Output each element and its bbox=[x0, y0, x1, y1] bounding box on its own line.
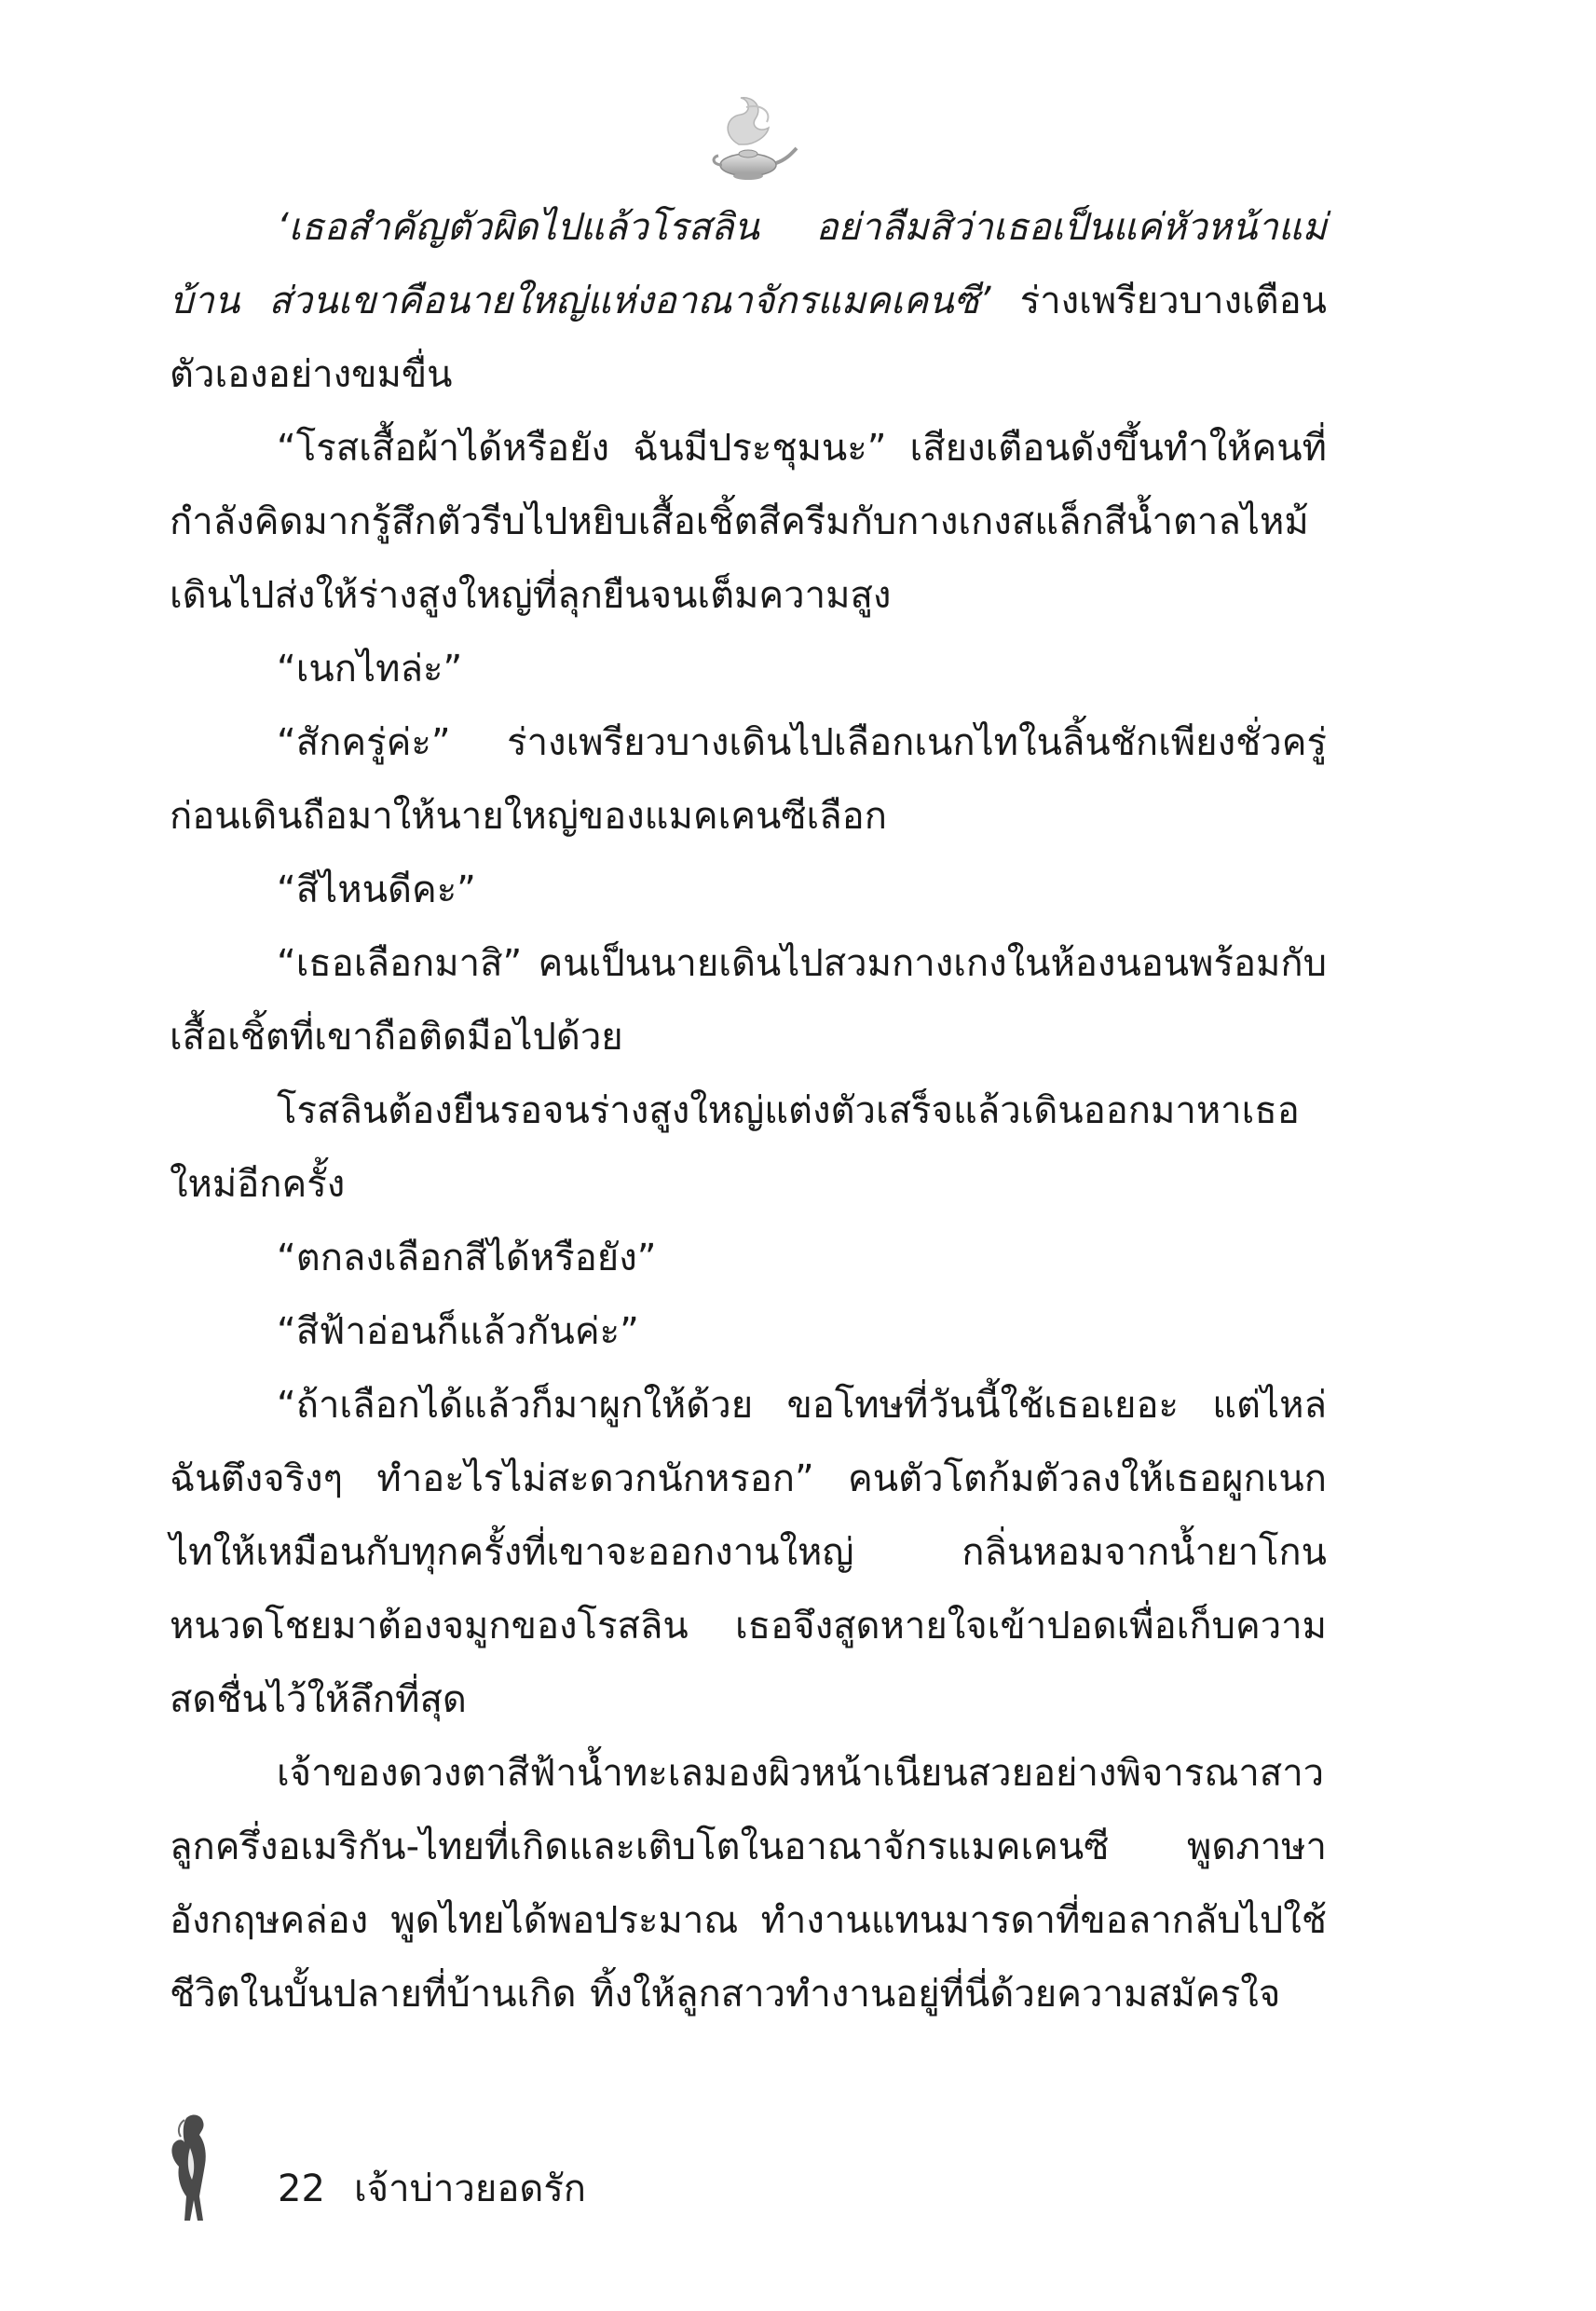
paragraph: โรสลินต้องยืนรอจนร่างสูงใหญ่แต่งตัวเสร็จแล้วเดินออกมาหาเธอใหม่อีกครั้ง bbox=[170, 1089, 1300, 1206]
paragraph: เจ้าของดวงตาสีฟ้าน้ำทะเลมองผิวหน้าเนียนสวยอย่างพิจารณาสาวลูกครึ่งอเมริกัน-ไทยที่เกิดและเติบโตในอาณาจักรแมคเคนซี พูดภาษาอังกฤษคล่อง พูดไทยได้พอประมาณ ทำงานแทนมารดาที่ขอลากลับไปใช้ชีวิตในบั้นปลายที่บ้านเกิด ทิ้งให้ลูกสาวทำงานอยู่ที่นี่ด้วยความสมัครใจ bbox=[170, 1752, 1327, 2016]
paragraph: “ตกลงเลือกสีได้หรือยัง” bbox=[277, 1237, 657, 1279]
paragraph: “ถ้าเลือกได้แล้วก็มาผูกให้ด้วย ขอโทษที่วันนี้ใช้เธอเยอะ แต่ไหล่ฉันตึงจริงๆ ทำอะไรไม่สะดวกนักหรอก” คนตัวโตก้มตัวลงให้เธอผูกเนกไทให้เหมือนกับทุกครั้งที่เขาจะออกงานใหญ่ กลิ่นหอมจากน้ำยาโกนหนวดโชยมาต้องจมูกของโรสลิน เธอจึงสูดหายใจเข้าปอดเพื่อเก็บความสดชื่นไว้ให้ลึกที่สุด bbox=[170, 1384, 1327, 1721]
inner-thought-text: ‘เธอสำคัญตัวผิดไปแล้วโรสลิน อย่าลืมสิว่าเธอเป็นแค่หัวหน้าแม่บ้าน ส่วนเขาคือนายใหญ่แห่งอาณาจักรแมคเคนซี’ bbox=[170, 206, 1327, 322]
paragraph: “เธอเลือกมาสิ” คนเป็นนายเดินไปสวมกางเกงในห้องนอนพร้อมกับเสื้อเชิ้ตที่เขาถือติดมือไปด้วย bbox=[170, 942, 1327, 1059]
page-footer bbox=[158, 2111, 811, 2232]
paragraph: “เนกไทล่ะ” bbox=[277, 648, 463, 691]
genie-lamp-icon bbox=[694, 79, 806, 191]
body-text bbox=[170, 191, 1327, 2031]
paragraph: “สักครู่ค่ะ” ร่างเพรียวบางเดินไปเลือกเนกไทในลิ้นชักเพียงชั่วครู่ก่อนเดินถือมาให้นายใหญ่ของแมคเคนซีเลือก bbox=[170, 721, 1327, 838]
paragraph: “สีไหนดีคะ” bbox=[277, 868, 476, 911]
paragraph: “สีฟ้าอ่อนก็แล้วกันค่ะ” bbox=[277, 1310, 639, 1353]
paragraph: “โรสเสื้อผ้าได้หรือยัง ฉันมีประชุมนะ” เสียงเตือนดังขึ้นทำให้คนที่กำลังคิดมากรู้สึกตัวรีบไปหยิบเสื้อเชิ้ตสีครีมกับกางเกงสแล็กสีน้ำตาลไหม้เดินไปส่งให้ร่างสูงใหญ่ที่ลุกยืนจนเต็มความสูง bbox=[170, 427, 1327, 617]
book-title: เจ้าบ่าวยอดรัก bbox=[354, 2167, 587, 2210]
horse-icon bbox=[158, 2111, 224, 2227]
paragraph bbox=[170, 191, 1327, 412]
page-number: 22 bbox=[278, 2167, 325, 2210]
narration-text: ร่างเพรียวบางเตือนตัวเองอย่างขมขื่น bbox=[170, 280, 1328, 396]
